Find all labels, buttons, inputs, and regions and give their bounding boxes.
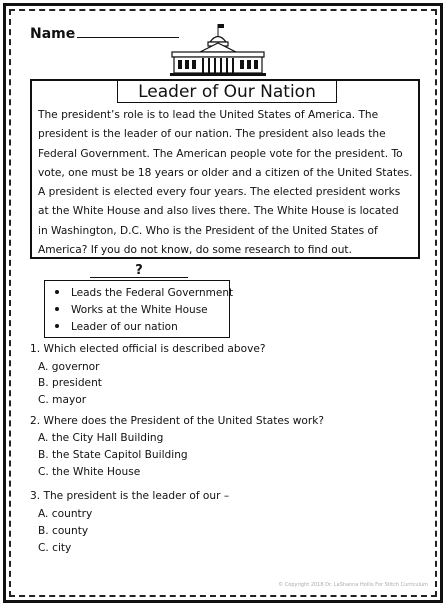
name-label: Name	[30, 26, 76, 42]
option-2a[interactable]: A. the City Hall Building	[38, 432, 164, 444]
question-2: 2. Where does the President of the United States work?	[30, 415, 325, 427]
option-1a[interactable]: A. governor	[38, 361, 100, 373]
white-house-icon	[170, 22, 266, 78]
clue-text: Leader of our nation	[71, 321, 178, 333]
passage-line: The president’s role is to lead the United States of America. The	[38, 109, 379, 121]
clue-item	[55, 285, 233, 302]
option-3a[interactable]: A. country	[38, 508, 93, 520]
passage-line: at the White House and also lives there. The White House is located	[38, 205, 399, 218]
reading-passage-box	[30, 79, 420, 259]
bullet-icon	[55, 290, 59, 294]
passage-line: in Washington, D.C. Who is the President of the United States of	[38, 224, 378, 237]
bullet-icon	[55, 307, 59, 311]
option-1b[interactable]: B. president	[38, 377, 102, 389]
option-3b[interactable]: B. county	[38, 525, 89, 537]
passage-line: Federal Government. The American people vote for the president. To	[38, 147, 403, 160]
option-3c[interactable]: C. city	[38, 542, 72, 554]
passage-line: America? If you do not know, do some research to find out.	[38, 244, 352, 257]
clue-list	[55, 285, 233, 336]
clue-item	[55, 302, 233, 319]
passage-text	[38, 106, 418, 260]
clue-box	[44, 280, 234, 338]
answer-blank[interactable]: ?	[90, 264, 188, 278]
clue-text: Leads the Federal Government	[71, 287, 234, 299]
passage-line: vote, one must be 18 years or older and a citizen of the United States.	[38, 166, 413, 179]
option-2c[interactable]: C. the White House	[38, 466, 141, 478]
bullet-icon	[55, 324, 59, 328]
question-3: 3. The president is the leader of our –	[30, 490, 230, 502]
option-1c[interactable]: C. mayor	[38, 394, 87, 406]
name-field	[30, 26, 179, 42]
clue-item	[55, 319, 233, 336]
passage-line: A president is elected every four years. The elected president works	[38, 186, 401, 199]
clue-text: Works at the White House	[71, 304, 208, 316]
passage-line: president is the leader of our nation. The president also leads the	[38, 128, 386, 141]
passage-title: Leader of Our Nation	[117, 81, 337, 103]
copyright-notice: © Copyright 2018 Dr. LaShanna Hollis For Stitch Curriculum	[278, 582, 428, 588]
name-blank-line[interactable]	[77, 37, 179, 38]
question-1: 1. Which elected official is described above?	[30, 343, 266, 355]
option-2b[interactable]: B. the State Capitol Building	[38, 449, 188, 461]
